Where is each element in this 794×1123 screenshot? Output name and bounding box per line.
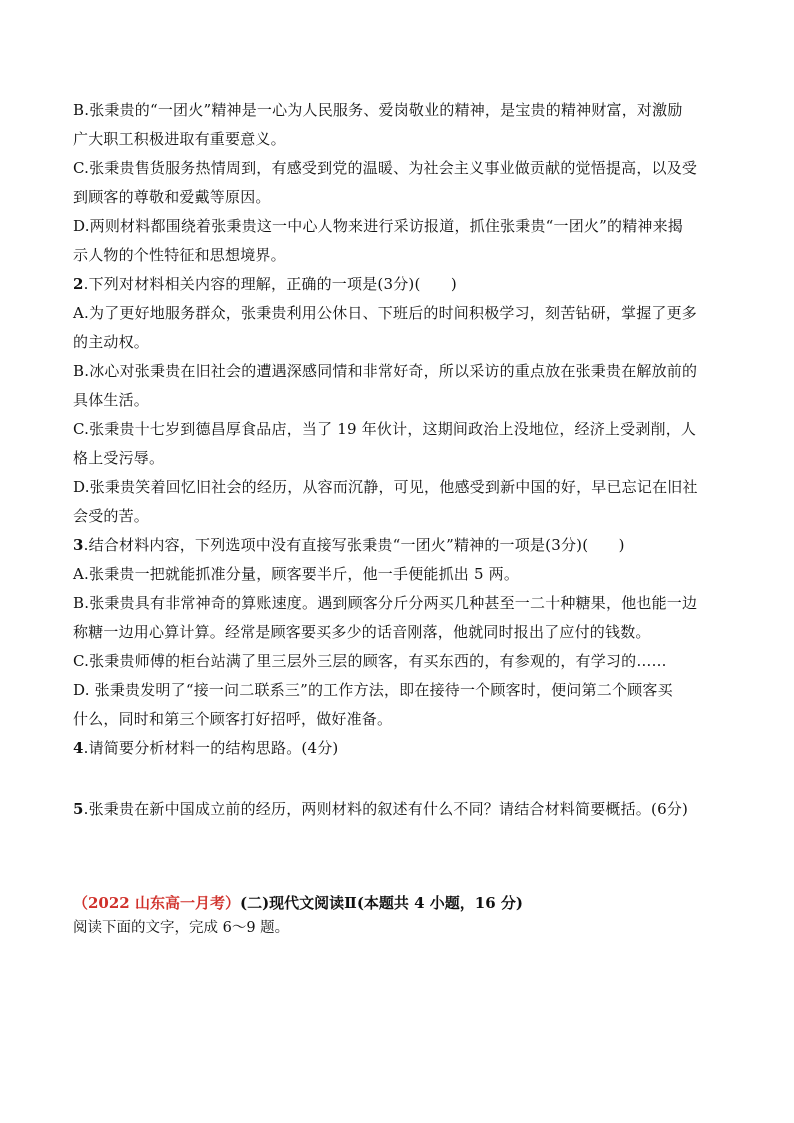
section-title: (二)现代文阅读Ⅱ(本题共 4 小题，16 分) (239, 894, 523, 912)
question-5-stem (73, 795, 725, 824)
q1-option-b-line2: 广大职工积极进取有重要意义。 (73, 130, 286, 148)
q2-option-c-line1: C.张秉贵十七岁到德昌厚食品店，当了 19 年伙计，这期间政治上没地位，经济上受剥削，人 (73, 420, 697, 438)
q1-option-c-line2: 到顾客的尊敬和爱戴等原因。 (73, 188, 271, 206)
question-2-text: .下列对材料相关内容的理解，正确的一项是(3分)( ) (83, 275, 457, 293)
question-4-stem (73, 734, 725, 763)
q1-option-d-line2: 示人物的个性特征和思想境界。 (73, 246, 286, 264)
q2-option-a-line1: A.为了更好地服务群众，张秉贵利用公休日、下班后的时间积极学习，刻苦钻研，掌握了更多 (73, 304, 698, 322)
q3-option-c-line1: C.张秉贵师傅的柜台站满了里三层外三层的顾客，有买东西的，有参观的，有学习的…… (73, 652, 667, 670)
q2-option-a-line2: 的主动权。 (73, 333, 150, 351)
question-4-number: 4 (73, 739, 84, 757)
q1-option-d-line1: D.两则材料都围绕着张秉贵这一中心人物来进行采访报道，抓住张秉贵“一团火”的精神来揭 (73, 217, 684, 235)
document-page (73, 96, 725, 940)
q3-option-b-line1: B.张秉贵具有非常神奇的算账速度。遇到顾客分斤分两买几种甚至一二十种糖果，他也能一边 (73, 594, 698, 612)
q2-option-c-line2: 格上受污辱。 (73, 449, 165, 467)
answer-space-4 (73, 763, 725, 795)
source-label: （2022 山东高一月考） (73, 894, 240, 912)
q1-option-c-line1: C.张秉贵售货服务热情周到，有感受到党的温暖、为社会主义事业做贡献的觉悟提高，以及受 (73, 159, 698, 177)
question-4-text: .请简要分析材料一的结构思路。(4分) (83, 739, 339, 757)
q3-option-b-line2: 称糖一边用心算计算。经常是顾客要买多少的话音刚落，他就同时报出了应付的钱数。 (73, 623, 651, 641)
q2-option-b-line1: B.冰心对张秉贵在旧社会的遭遇深感同情和非常好奇，所以采访的重点放在张秉贵在解放前的 (73, 362, 698, 380)
q2-option-d-line2: 会受的苦。 (73, 507, 150, 525)
q3-option-d-line2: 什么，同时和第三个顾客打好招呼，做好准备。 (73, 710, 393, 728)
question-5-number: 5 (73, 800, 84, 818)
section-intro: 阅读下面的文字，完成 6～9 题。 (73, 920, 290, 936)
question-3-text: .结合材料内容，下列选项中没有直接写张秉贵“一团火”精神的一项是(3分)( ) (83, 536, 625, 554)
q3-option-d-line1: D. 张秉贵发明了“接一问二联系三”的工作方法，即在接待一个顾客时，便问第二个顾客买 (73, 681, 673, 699)
q3-option-a-line1: A.张秉贵一把就能抓准分量，顾客要半斤，他一手便能抓出 5 两。 (73, 565, 520, 583)
question-3-stem (73, 531, 725, 560)
section-heading (73, 890, 725, 916)
q2-option-b-line2: 具体生活。 (73, 391, 150, 409)
q1-option-b-line1: B.张秉贵的“一团火”精神是一心为人民服务、爱岗敬业的精神，是宝贵的精神财富，对激励 (73, 101, 683, 119)
question-2-stem (73, 270, 725, 299)
question-2-number: 2 (73, 275, 84, 293)
q2-option-d-line1: D.张秉贵笑着回忆旧社会的经历，从容而沉静，可见，他感受到新中国的好，早已忘记在旧社 (73, 478, 698, 496)
question-5-text: .张秉贵在新中国成立前的经历，两则材料的叙述有什么不同？请结合材料简要概括。(6分) (83, 800, 689, 818)
answer-space-5 (73, 824, 725, 890)
question-3-number: 3 (73, 536, 84, 554)
